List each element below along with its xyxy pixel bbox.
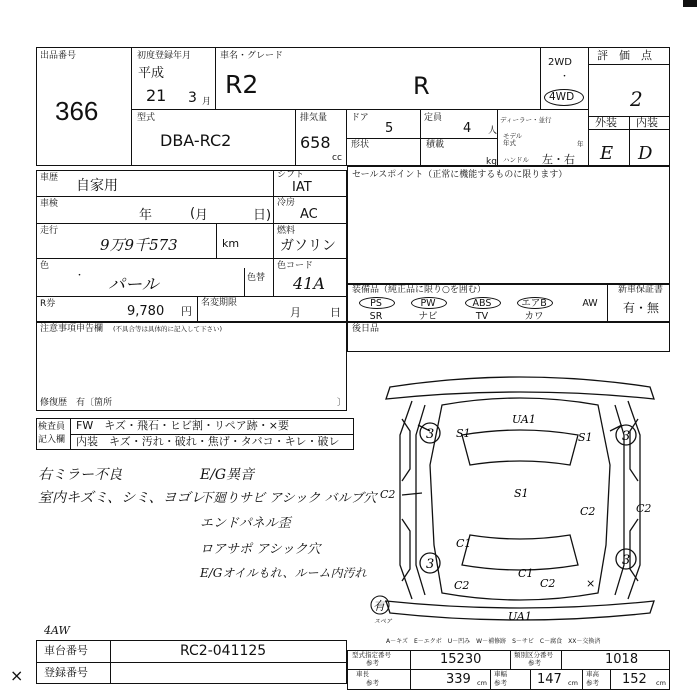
equip-aw: AW: [582, 298, 598, 309]
seats-label: 定員: [424, 113, 443, 123]
mark-c2-left: C2: [380, 488, 396, 501]
load-unit: kg: [486, 157, 497, 167]
history-value: 自家用: [76, 178, 118, 194]
history-label: 車歴: [40, 173, 59, 183]
inspector-row-2: 内装 キズ・汚れ・破れ・焦げ・タバコ・キレ・破レ: [76, 435, 340, 448]
name-change-label: 名変期限: [201, 298, 238, 308]
lot-number: 366: [55, 96, 99, 126]
mark-c2-b: C2: [580, 505, 596, 518]
seats-unit: 人: [488, 126, 498, 136]
equip-airbag: エアB: [521, 298, 547, 309]
height-ref: 参考: [586, 679, 599, 687]
shift-value: IAT: [292, 180, 312, 195]
chassis-value: RC2-041125: [180, 643, 267, 659]
mark-c2-c: C2: [454, 579, 470, 592]
notes-label: 注意事項申告欄: [40, 324, 104, 334]
mark-spare-yu: 有: [373, 599, 386, 613]
length-unit: cm: [477, 679, 487, 687]
drive-4wd-label: 4WD: [549, 91, 575, 103]
era: 平成: [138, 66, 165, 81]
warranty-label: 新車保証書: [618, 285, 664, 295]
corner-mark: [683, 0, 697, 7]
repair-label: 修復歴 有〔箇所: [40, 398, 113, 408]
r-ken-label: R券: [40, 299, 56, 309]
car-damage-diagram: [370, 365, 670, 635]
interior-label: 内装: [636, 116, 658, 129]
drive-2wd: 2WD: [548, 57, 572, 68]
class-number-ref: 参考: [528, 659, 541, 667]
registration-label: 登録番号: [44, 666, 88, 679]
mark-ua1-top: UA1: [512, 413, 536, 426]
inspection-year: 年: [139, 208, 153, 223]
equip-abs: ABS: [472, 298, 492, 309]
lot-label: 出品番号: [40, 51, 77, 61]
shape-label: 形状: [351, 140, 370, 150]
drive-dot: ・: [560, 72, 570, 82]
repair-end: 〕: [337, 398, 347, 408]
type-designation-ref: 参考: [366, 659, 379, 667]
warranty-value: 有・無: [623, 301, 660, 315]
seats-value: 4: [463, 121, 472, 136]
model-label: 型式: [137, 113, 156, 123]
equip-sr: SR: [369, 311, 383, 322]
height-unit: cm: [656, 679, 666, 687]
color-change-label: 色替: [247, 273, 266, 283]
equip-navi: ナビ: [418, 311, 438, 322]
type-designation-label: 型式指定番号: [352, 651, 391, 659]
note-right-2: 下廻りサビ アシック バルブ穴: [200, 491, 377, 506]
reg-year: 21: [146, 86, 167, 105]
length-label: 車長: [356, 670, 369, 678]
width-ref: 参考: [494, 679, 507, 687]
note-right-1: E/G異音: [200, 467, 255, 483]
inspector-label-2: 記入欄: [38, 435, 66, 445]
fuel-label: 燃料: [277, 226, 296, 236]
r-ken-value: 9,780: [127, 304, 165, 319]
sales-point-label: セールスポイント（正常に機能するものに限ります）: [352, 170, 568, 180]
mark-s1-c: S1: [514, 487, 529, 500]
name-change-month: 月: [290, 306, 301, 319]
mark-c1-b: C1: [518, 567, 534, 580]
height-value: 152: [622, 672, 647, 687]
engine-unit: cc: [332, 153, 342, 163]
note-left-2: 室内キズミ、シミ、ヨゴレ: [38, 490, 205, 506]
note-right-4: ロアサポ アシック穴: [200, 542, 321, 557]
width-value: 147: [537, 672, 562, 687]
fuel-value: ガソリン: [280, 238, 336, 254]
note-right-3: エンドパネル歪: [200, 516, 291, 531]
colorcode-label: 色コード: [277, 261, 314, 271]
first-reg-label: 初度登録年月: [137, 51, 192, 61]
model-year-unit: 年: [577, 140, 584, 148]
mark-spare: スペア: [374, 618, 393, 625]
color-dot: ・: [75, 271, 85, 281]
mark-3-fl: 3: [426, 427, 435, 442]
inspection-label: 車検: [40, 199, 59, 209]
reg-month-unit: 月: [202, 97, 212, 107]
width-label: 車幅: [494, 670, 507, 678]
handle-label: ハンドル: [503, 156, 529, 164]
aircon-value: AC: [300, 207, 318, 222]
damage-legend: A－キズ E－エクボ U－凹み W－補修跡 S－サビ C－腐食 XX－交換済: [386, 638, 601, 645]
car-name: R2: [225, 70, 259, 99]
class-number-label: 類別区分番号: [514, 651, 553, 659]
reg-month: 3: [188, 90, 197, 106]
car-name-label: 車名・グレード: [220, 51, 284, 61]
equip-tv: TV: [475, 311, 489, 322]
colorcode-value: 41A: [293, 274, 325, 293]
mark-c2-d: C2: [540, 577, 556, 590]
mark-c2-right: C2: [636, 502, 652, 515]
mileage-value: 9万9千573: [100, 236, 178, 254]
equip-kawa: カワ: [524, 311, 544, 322]
model-value: DBA-RC2: [160, 131, 232, 150]
note-left-1: 右ミラー不良: [38, 467, 122, 483]
mark-c1-a: C1: [456, 537, 472, 550]
length-ref: 参考: [366, 679, 379, 687]
notes-sub: (不具合等は具体的に記入して下さい): [113, 325, 223, 333]
inspection-month: 月: [195, 208, 209, 223]
name-change-day: 日: [330, 306, 341, 319]
mark-x: ×: [586, 577, 596, 590]
inspector-row-1: FW キズ・飛石・ヒビ割・リペア跡・×要: [76, 419, 289, 432]
mileage-unit: km: [222, 237, 240, 250]
mark-3-fr: 3: [622, 429, 631, 444]
handle-value: 左・右: [542, 153, 575, 166]
mark-ua1-bottom: UA1: [508, 610, 532, 623]
shift-label: シフト: [277, 170, 305, 180]
height-label: 車高: [586, 670, 599, 678]
mark-s1-a: S1: [456, 427, 471, 440]
engine-value: 658: [300, 133, 331, 152]
interior-value: D: [638, 143, 653, 164]
dealer-label: ディーラー・並行: [500, 116, 552, 124]
class-number-value: 1018: [605, 652, 639, 667]
inspection-day: 日): [253, 208, 272, 223]
equip-ps: PS: [370, 298, 382, 309]
engine-label: 排気量: [300, 113, 328, 123]
after-items-box: [347, 322, 670, 352]
color-label: 色: [40, 261, 50, 271]
length-value: 339: [446, 672, 471, 687]
width-unit: cm: [568, 679, 578, 687]
model-year-label: モデル年式: [503, 132, 523, 147]
exterior-value: E: [600, 143, 614, 164]
car-grade: R: [413, 72, 430, 100]
doors-label: ドア: [351, 113, 369, 123]
r-ken-unit: 円: [181, 305, 192, 318]
equip-pw: PW: [420, 298, 436, 309]
rating-label: 評 価 点: [597, 49, 652, 62]
chassis-label: 車台番号: [44, 644, 88, 657]
after-label: 後日品: [352, 324, 380, 334]
mark-3-rl: 3: [426, 557, 435, 572]
doors-value: 5: [385, 121, 394, 136]
equipment-label: 装備品（純正品に限り○を囲む）: [352, 285, 486, 295]
mark-3-rr: 3: [622, 553, 631, 568]
aircon-label: 冷房: [277, 198, 296, 208]
sales-point-box: [347, 166, 670, 284]
rating-value: 2: [630, 87, 643, 111]
exterior-label: 外装: [595, 116, 617, 129]
type-designation-value: 15230: [440, 652, 482, 667]
corner-note: 4AW: [44, 624, 70, 637]
color-value: パール: [108, 275, 159, 295]
mark-s1-b: S1: [578, 431, 593, 444]
load-label: 積載: [426, 140, 445, 150]
mileage-label: 走行: [40, 226, 59, 236]
inspector-label-1: 検査員: [38, 422, 66, 432]
x-mark: ×: [10, 666, 24, 685]
note-right-5: E/Gオイルもれ、ルーム内汚れ: [200, 566, 367, 580]
